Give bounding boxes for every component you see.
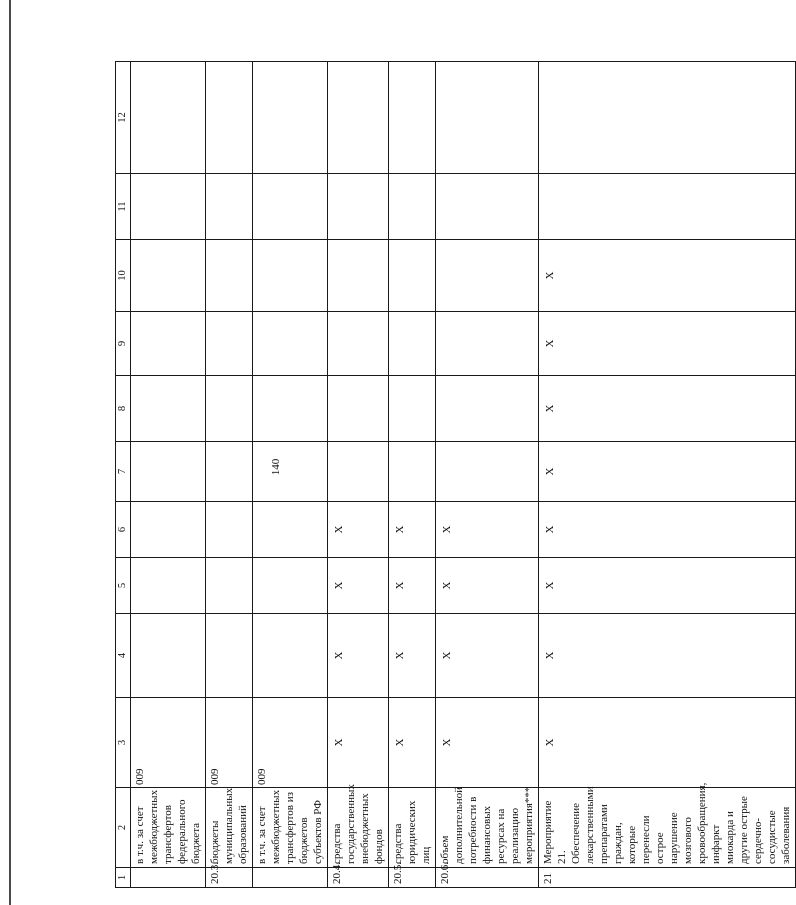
- value-cell: [131, 558, 206, 614]
- code-cell: X: [539, 698, 796, 788]
- value-cell: [131, 240, 206, 312]
- column-header: 5: [116, 558, 131, 614]
- value-cell: [131, 376, 206, 442]
- code-cell: 009: [206, 698, 253, 788]
- row-label-cell: в т.ч. за счет межбюджетных трансфертов из бюджетов субъектов РФ: [253, 788, 328, 868]
- code-cell: X: [389, 698, 436, 788]
- value-cell: [206, 312, 253, 376]
- value-cell: X: [539, 558, 796, 614]
- value-cell: X: [539, 312, 796, 376]
- value-cell: [131, 62, 206, 174]
- value-cell: [389, 376, 436, 442]
- value-cell: [131, 614, 206, 698]
- value-cell: X: [328, 558, 389, 614]
- value-cell: X: [389, 502, 436, 558]
- value-cell: [206, 614, 253, 698]
- column-header: 1: [116, 868, 131, 888]
- value-cell: [389, 312, 436, 376]
- value-cell: X: [539, 376, 796, 442]
- value-cell: X: [328, 614, 389, 698]
- value-cell: [253, 376, 328, 442]
- value-cell: [328, 442, 389, 502]
- value-cell: [206, 502, 253, 558]
- row-number-cell: 21: [539, 868, 796, 888]
- value-cell: [253, 240, 328, 312]
- code-cell: X: [436, 698, 539, 788]
- value-cell: [389, 240, 436, 312]
- value-cell: [328, 240, 389, 312]
- value-cell: [436, 312, 539, 376]
- row-number-cell: 20.4.: [328, 868, 389, 888]
- value-cell: [389, 62, 436, 174]
- code-cell: 009: [253, 698, 328, 788]
- row-label-cell: Мероприятие 21. Обеспечение лекарственными препаратами граждан, которые перенесли острое нарушение мозгового кровообращения, инфаркт миокарда и другие острые сердечно- сосудистые заболевания: [539, 788, 796, 868]
- column-header: 6: [116, 502, 131, 558]
- data-table: [115, 61, 796, 888]
- row-number-cell: 20.5.: [389, 868, 436, 888]
- row-number-cell: 20.3.: [206, 868, 253, 888]
- value-cell: [206, 240, 253, 312]
- row-number-cell: 20.6.: [436, 868, 539, 888]
- column-header: 9: [116, 312, 131, 376]
- value-cell: X: [389, 558, 436, 614]
- value-cell: X: [328, 502, 389, 558]
- value-cell: [436, 240, 539, 312]
- value-cell: [131, 442, 206, 502]
- value-cell: [436, 442, 539, 502]
- table-row: [328, 62, 389, 888]
- row-number-cell: [131, 868, 206, 888]
- value-cell: [131, 312, 206, 376]
- value-cell: [253, 558, 328, 614]
- value-cell: [253, 614, 328, 698]
- column-header: 3: [116, 698, 131, 788]
- value-cell: [253, 502, 328, 558]
- column-header: 4: [116, 614, 131, 698]
- row-label-cell: в т.ч. за счет межбюджетных трансфертов федерального бюджета: [131, 788, 206, 868]
- value-cell: [131, 174, 206, 240]
- row-number-cell: [253, 868, 328, 888]
- table-row: [206, 62, 253, 888]
- value-cell: [436, 174, 539, 240]
- value-cell: [328, 376, 389, 442]
- row-label-cell: средства юридических лиц: [389, 788, 436, 868]
- value-cell: X: [389, 614, 436, 698]
- value-cell: [328, 62, 389, 174]
- column-header: 8: [116, 376, 131, 442]
- value-cell: [206, 558, 253, 614]
- column-header: 10: [116, 240, 131, 312]
- value-cell: X: [436, 502, 539, 558]
- column-header: 2: [116, 788, 131, 868]
- table-row: [131, 62, 206, 888]
- value-cell: X: [436, 558, 539, 614]
- rotated-table-area: [115, 62, 792, 888]
- value-cell: [436, 376, 539, 442]
- value-cell: X: [539, 240, 796, 312]
- value-cell: [253, 312, 328, 376]
- value-cell: [436, 62, 539, 174]
- value-cell: [539, 174, 796, 240]
- page-number: 140: [270, 458, 282, 476]
- value-cell: [539, 62, 796, 174]
- value-cell: [131, 502, 206, 558]
- code-cell: 009: [131, 698, 206, 788]
- value-cell: [389, 442, 436, 502]
- row-label-cell: бюджеты муниципальных образований: [206, 788, 253, 868]
- value-cell: [206, 174, 253, 240]
- value-cell: X: [436, 614, 539, 698]
- binding-edge-line: [9, 0, 11, 905]
- value-cell: [328, 174, 389, 240]
- column-header: 12: [116, 62, 131, 174]
- value-cell: X: [539, 442, 796, 502]
- row-label-cell: объем дополнительной потребности в финансовых ресурсах на реализацию мероприятия***: [436, 788, 539, 868]
- value-cell: X: [539, 502, 796, 558]
- value-cell: [328, 312, 389, 376]
- value-cell: X: [539, 614, 796, 698]
- table-rotation-frame: [115, 62, 792, 888]
- column-number-row: [116, 62, 131, 888]
- value-cell: [253, 62, 328, 174]
- code-cell: X: [328, 698, 389, 788]
- column-header: 11: [116, 174, 131, 240]
- value-cell: [253, 174, 328, 240]
- value-cell: [389, 174, 436, 240]
- value-cell: [206, 442, 253, 502]
- table-row: [539, 62, 796, 888]
- value-cell: [206, 62, 253, 174]
- value-cell: [206, 376, 253, 442]
- table-row: [389, 62, 436, 888]
- value-cell: [253, 442, 328, 502]
- table-row: [253, 62, 328, 888]
- table-row: [436, 62, 539, 888]
- column-header: 7: [116, 442, 131, 502]
- row-label-cell: средства государственных внебюджетных фондов: [328, 788, 389, 868]
